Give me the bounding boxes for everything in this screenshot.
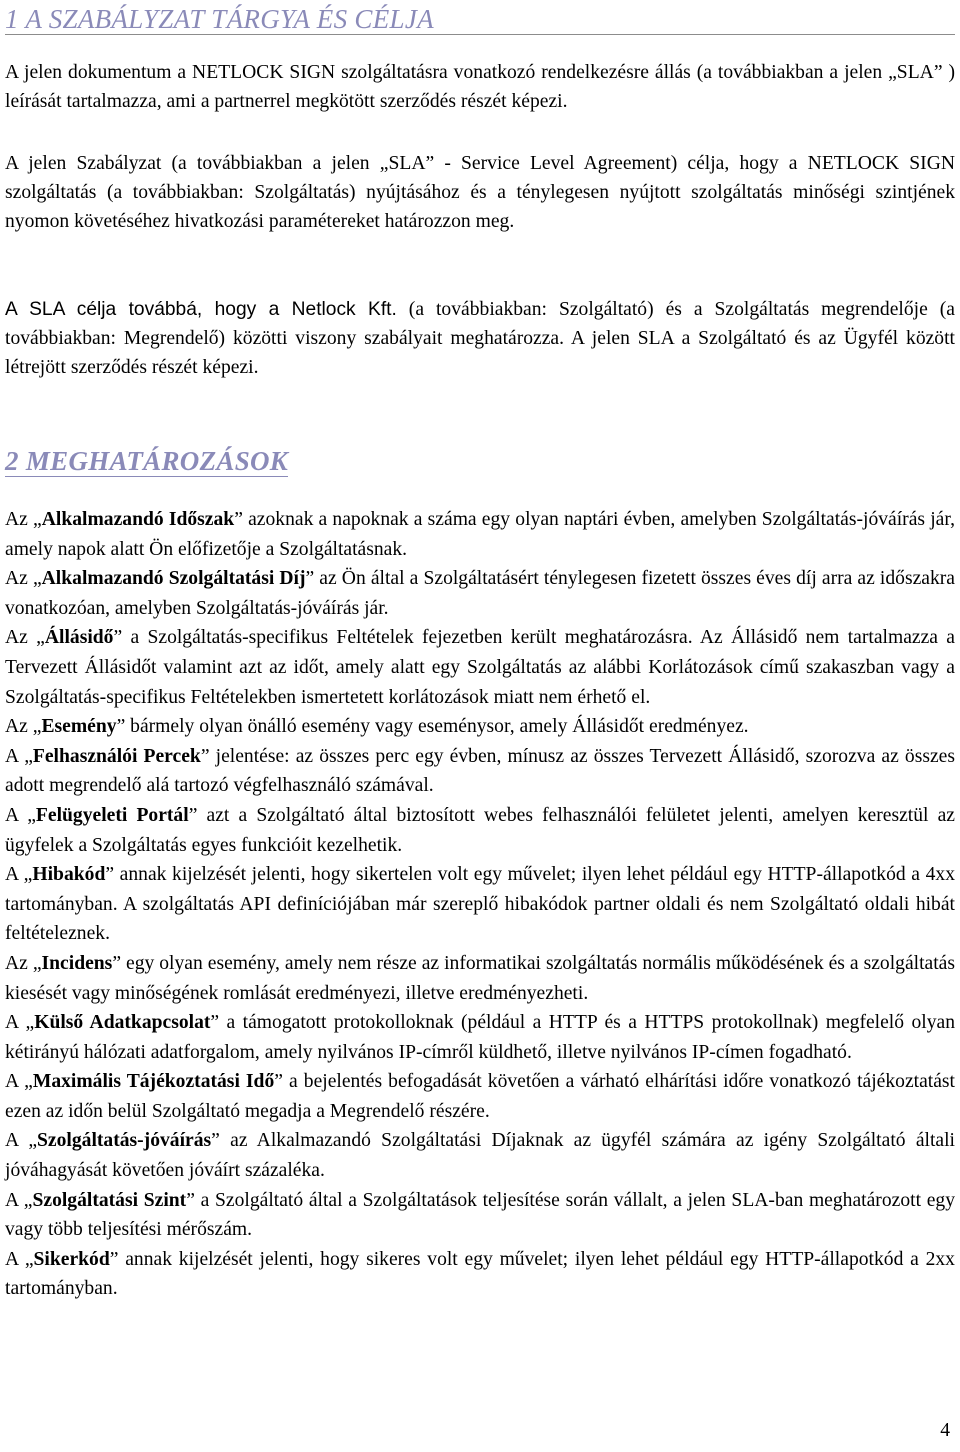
definition-term: Sikerkód <box>33 1248 110 1270</box>
section-1-paragraph-2: A jelen Szabályzat (a továbbiakban a jelen „SLA” - Service Level Agreement) célja, hogy a NETLOCK SIGN szolgáltatás (a továbbiakban: Szolgáltatás) nyújtásához és a ténylegesen nyújtott szolgáltatás minőségi szintjének nyomon követéséhez hivatkozási paramétereket határozzon meg. <box>5 153 955 233</box>
definition-item <box>5 1008 955 1067</box>
definition-prefix: A „ <box>5 1189 33 1211</box>
sla-purpose-text: A SLA célja továbbá, hogy a Netlock Kft. <box>5 299 397 320</box>
definition-text: ” bármely olyan önálló esemény vagy eseménysor, amely Állásidőt eredményez. <box>116 716 749 738</box>
definition-term: Maximális Tájékoztatási Idő <box>32 1071 275 1093</box>
definition-term: Felügyeleti Portál <box>35 804 189 826</box>
definition-term: Alkalmazandó Szolgáltatási Díj <box>41 568 306 590</box>
definition-term: Külső Adatkapcsolat <box>34 1012 211 1034</box>
sla-purpose-continuation: (a továbbiakban: Szolgáltató) és a Szolgáltatás megrendelője (a továbbiakban: Megrendelő) közötti viszony szabályait meghatározza. A jelen SLA a Szolgáltató és az Ügyfél között létrejött szerződés részét képezi. <box>5 299 955 379</box>
section-2-heading-text: 2 MEGHATÁROZÁSOK <box>5 446 289 476</box>
document-page <box>5 0 955 1300</box>
definition-text: ” jelentése: az összes perc egy évben, mínusz az összes Tervezett Állásidő, szorozva az összes adott megrendelő alá tartozó végfelhasználó számával. <box>5 745 955 797</box>
definition-prefix: A „ <box>5 1071 33 1093</box>
definition-item <box>5 564 955 623</box>
definition-text: ” annak kijelzését jelenti, hogy sikertelen volt egy művelet; ilyen lehet például egy HTTP-állapotkód a 4xx tartományban. A szolgáltatás API definíciójában már szereplő hibakódok partner oldali és nem Szolgáltató oldali hibát feltételeznek. <box>5 864 955 945</box>
page-number: 4 <box>940 1420 950 1441</box>
definition-text: ” a támogatott protokolloknak (például a HTTP és a HTTPS protokollnak) megfelelő olyan kétirányú hálózati adatforgalom, amely nyilvános IP-címről küldhető, illetve nyilvános IP-címen fogadható. <box>5 1012 955 1063</box>
definition-item <box>5 1067 955 1126</box>
definition-text: ” az Ön által a Szolgáltatásért ténylegesen fizetett összes éves díj arra az időszakra vonatkozóan, amelyben Szolgáltatás-jóváírás jár. <box>5 568 955 619</box>
definition-text: ” azoknak a napoknak a száma egy olyan naptári évben, amelyben Szolgáltatás-jóváírás jár, amely napok alatt Ön előfizetője a Szolgáltatásnak. <box>5 509 955 560</box>
definition-prefix: A „ <box>5 864 33 886</box>
definition-prefix: Az „ <box>5 952 42 974</box>
definition-item <box>5 1186 955 1245</box>
definition-prefix: A „ <box>5 1012 35 1034</box>
definition-term: Szolgáltatás-jóváírás <box>37 1130 212 1152</box>
definition-text: ” a Szolgáltató által a Szolgáltatások teljesítése során vállalt, a jelen SLA-ban meghatározott egy vagy több teljesítési mérőszám. <box>5 1189 955 1241</box>
definition-term: Hibakód <box>32 864 106 886</box>
definition-text: ” az Alkalmazandó Szolgáltatási Díjaknak az ügyfél számára az igény Szolgáltató általi jóváhagyását követően jóváírt százaléka. <box>5 1130 955 1182</box>
definition-prefix: Az „ <box>5 716 42 738</box>
definition-term: Állásidő <box>44 627 114 649</box>
definition-prefix: A „ <box>5 804 36 826</box>
definition-prefix: A „ <box>5 745 33 767</box>
definition-item <box>5 1245 955 1304</box>
definition-text: ” azt a Szolgáltató által biztosított webes felhasználói felületet jelenti, amelyen keresztül az ügyfelek a Szolgáltatás egyes funkcióit kezelhetik. <box>5 804 955 856</box>
definition-term: Esemény <box>41 716 117 738</box>
definition-term: Szolgáltatási Szint <box>32 1189 187 1211</box>
definition-text: ” a bejelentés befogadását követően a várható elhárítási időre vonatkozó tájékoztatást ezen az időn belül Szolgáltató megadja a Megrendelő részére. <box>5 1071 955 1122</box>
definition-text: ” egy olyan esemény, amely nem része az informatikai szolgáltatás normális működésének és a szolgáltatás kiesését vagy minőségének romlását eredményezi, illetve eredményezheti. <box>5 952 955 1004</box>
section-1-paragraph-3 <box>5 295 955 383</box>
section-2-heading <box>5 446 955 476</box>
section-1-paragraph-1: A jelen dokumentum a NETLOCK SIGN szolgáltatásra vonatkozó rendelkezésre állás (a továbbiakban a jelen „SLA” ) leírását tartalmazza, ami a partnerrel megkötött szerződés részét képezi. <box>5 62 955 113</box>
definition-item <box>5 505 955 564</box>
definition-prefix: Az „ <box>5 627 45 649</box>
definition-prefix: A „ <box>5 1130 38 1152</box>
definition-prefix: A „ <box>5 1248 34 1270</box>
definitions-list <box>5 505 955 1304</box>
definition-text: ” annak kijelzését jelenti, hogy sikeres volt egy művelet; ilyen lehet például egy HTTP-állapotkód a 2xx tartományban. <box>5 1248 955 1300</box>
definition-prefix: Az „ <box>5 509 42 530</box>
definition-item <box>5 1126 955 1185</box>
definition-item <box>5 949 955 1008</box>
definition-item <box>5 623 955 712</box>
definition-item <box>5 712 955 742</box>
definition-term: Alkalmazandó Időszak <box>41 509 235 530</box>
definition-term: Incidens <box>41 952 113 974</box>
definition-item <box>5 801 955 860</box>
section-1-heading: 1 A SZABÁLYZAT TÁRGYA ÉS CÉLJA <box>5 0 955 35</box>
definition-item <box>5 860 955 949</box>
definition-term: Felhasználói Percek <box>32 745 201 767</box>
definition-prefix: Az „ <box>5 568 42 590</box>
definition-text: ” a Szolgáltatás-specifikus Feltételek fejezetben került meghatározásra. Az Állásidő nem tartalmazza a Tervezett Állásidőt valamint azt az időt, amely alatt egy Szolgáltatás az alábbi Korlátozások című szakaszban vagy a Szolgáltatás-specifikus Feltételekben ismertetett korlátozások miatt nem érhető el. <box>5 627 955 708</box>
definition-item <box>5 742 955 801</box>
